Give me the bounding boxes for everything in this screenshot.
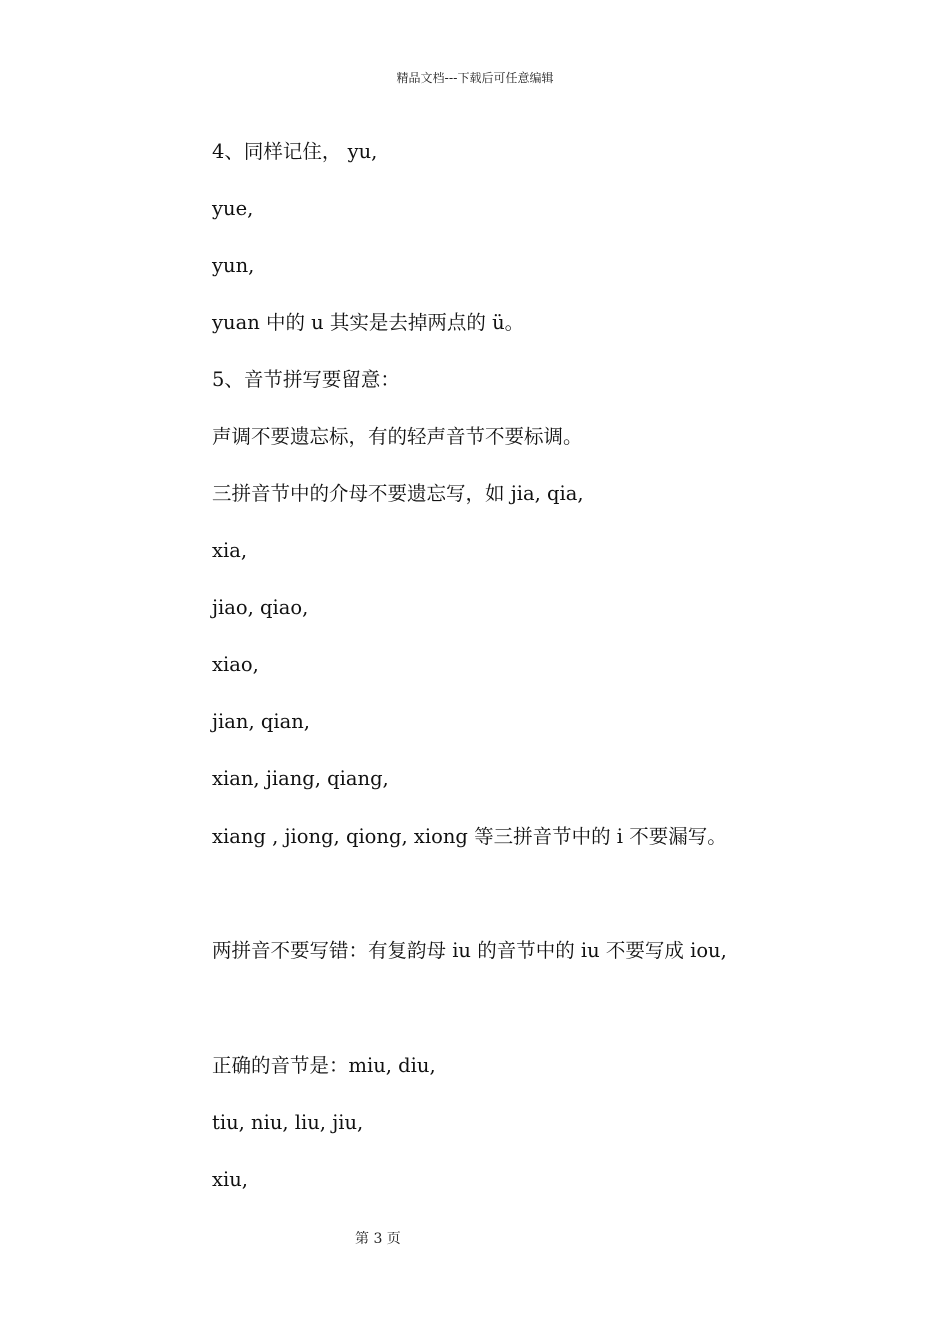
page-number: 第 3 页 — [355, 1231, 401, 1247]
text-line: yun, — [212, 254, 255, 277]
text-line: xia, — [212, 539, 248, 562]
text-line: 两拼音不要写错：有复韵母 iu 的音节中的 iu 不要写成 iou, — [212, 939, 727, 962]
text-line: 三拼音节中的介母不要遗忘写，如 jia, qia, — [212, 482, 584, 505]
text-line: xiao, — [212, 653, 259, 676]
text-line: xiang , jiong, qiong, xiong 等三拼音节中的 i 不要漏写。 — [212, 825, 727, 848]
text-line: xian, jiang, qiang, — [212, 767, 389, 790]
page-header: 精品文档---下载后可任意编辑 — [396, 71, 554, 85]
text-line: jian, qian, — [212, 710, 310, 733]
text-line: yue, — [212, 197, 254, 220]
text-line: xiu, — [212, 1168, 248, 1191]
text-line: 正确的音节是：miu, diu, — [212, 1054, 436, 1077]
text-line: yuan 中的 u 其实是去掉两点的 ü。 — [212, 311, 525, 334]
text-line: jiao, qiao, — [212, 596, 309, 619]
text-line: tiu, niu, liu, jiu, — [212, 1111, 364, 1134]
text-line: 5、音节拼写要留意： — [212, 368, 400, 391]
text-line: 4、同样记住， yu, — [212, 140, 378, 163]
text-line: 声调不要遗忘标，有的轻声音节不要标调。 — [212, 425, 583, 448]
